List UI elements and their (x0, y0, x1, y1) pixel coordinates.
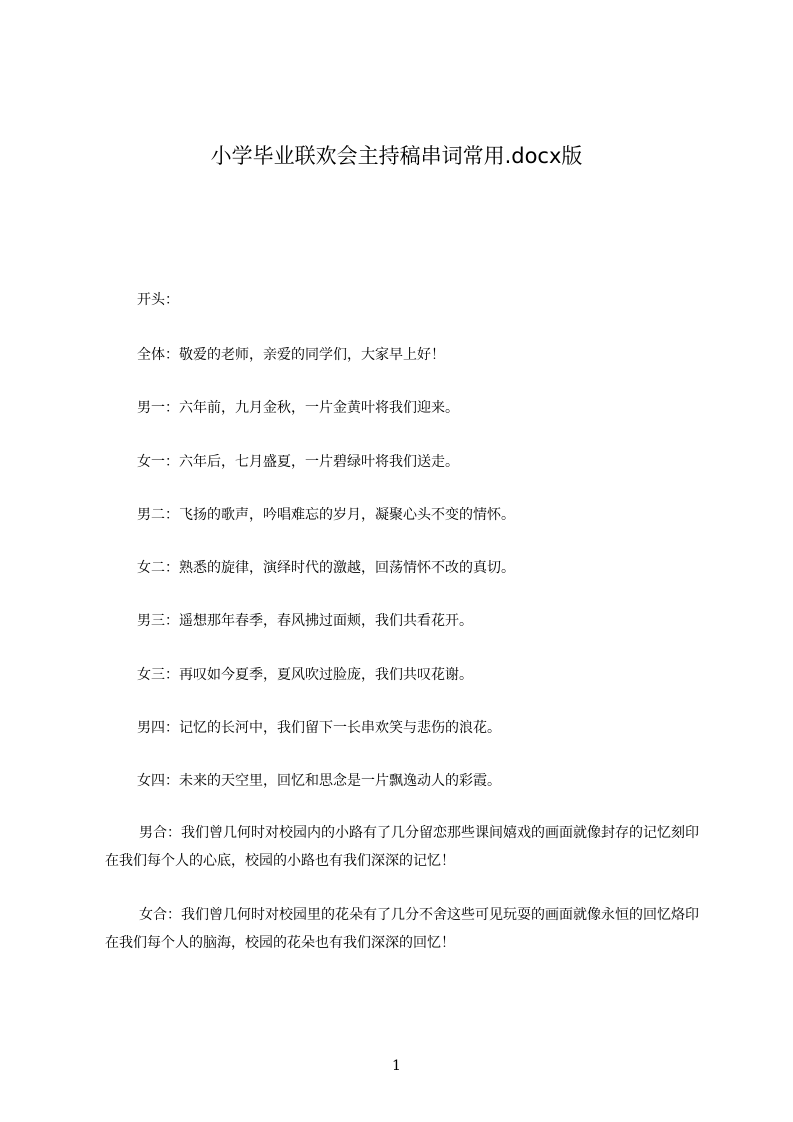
script-line-opening: 开头： (137, 292, 179, 308)
script-line-female-4: 女四：未来的天空里，回忆和思念是一片飘逸动人的彩霞。 (137, 773, 501, 789)
script-line-all: 全体：敬爱的老师，亲爱的同学们，大家早上好！ (137, 347, 445, 363)
script-line-male-3: 男三：遥想那年春季，春风拂过面颊，我们共看花开。 (137, 613, 473, 629)
script-line-female-1: 女一：六年后，七月盛夏，一片碧绿叶将我们送走。 (137, 454, 459, 470)
page-number: 1 (392, 1058, 401, 1074)
document-title: 小学毕业联欢会主持稿串词常用.docx版 (210, 144, 583, 168)
script-line-male-2: 男二：飞扬的歌声，吟唱难忘的岁月，凝聚心头不变的情怀。 (137, 507, 515, 523)
script-line-female-3: 女三：再叹如今夏季，夏风吹过脸庞，我们共叹花谢。 (137, 667, 473, 683)
script-line-male-4: 男四：记忆的长河中，我们留下一长串欢笑与悲伤的浪花。 (137, 720, 501, 736)
script-paragraph-male-chorus: 男合：我们曾几何时对校园内的小路有了几分留恋那些课间嬉戏的画面就像封存的记忆刻印在我们每个人的心底，校园的小路也有我们深深的记忆！ (105, 825, 699, 869)
script-paragraph-female-chorus: 女合：我们曾几何时对校园里的花朵有了几分不舍这些可见玩耍的画面就像永恒的回忆烙印在我们每个人的脑海，校园的花朵也有我们深深的回忆！ (105, 907, 699, 951)
script-line-male-1: 男一：六年前，九月金秋，一片金黄叶将我们迎来。 (137, 400, 459, 416)
script-line-female-2: 女二：熟悉的旋律，演绎时代的激越，回荡情怀不改的真切。 (137, 560, 515, 576)
